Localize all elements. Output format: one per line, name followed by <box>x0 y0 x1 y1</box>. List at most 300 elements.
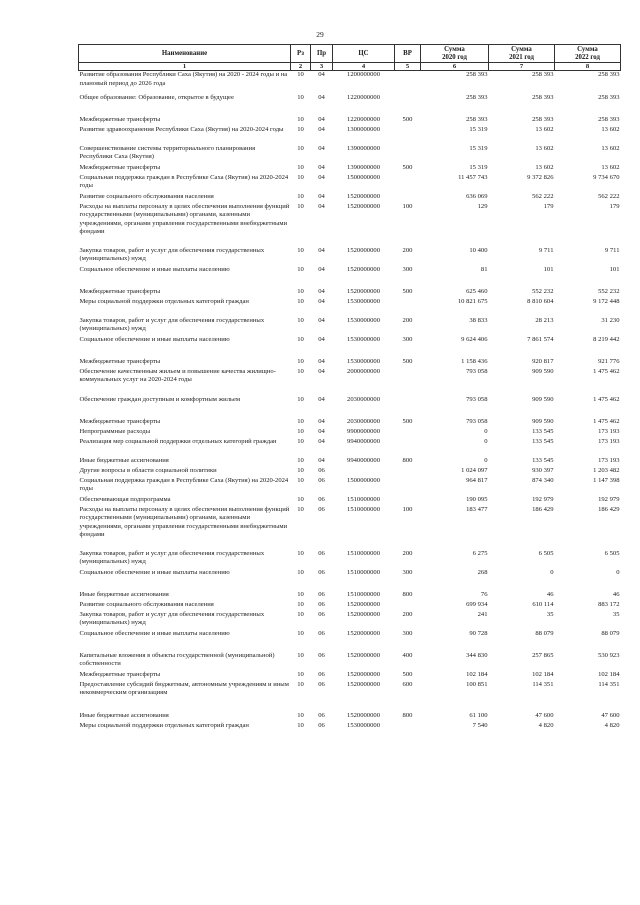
row-sum-2022: 186 429 <box>598 505 620 513</box>
row-rz: 10 <box>297 367 304 375</box>
row-sum-2021: 257 865 <box>532 651 554 659</box>
row-name: Закупка товаров, работ и услуг для обеспечения государственных (муниципальных) нужд <box>79 549 265 565</box>
row-sum-2021: 46 <box>546 590 554 598</box>
row-sum-2022: 1 475 462 <box>593 367 620 375</box>
row-name: Непрограммные расходы <box>79 427 151 435</box>
table-row <box>79 550 621 569</box>
row-rz: 10 <box>297 144 304 152</box>
row-sum-2022: 530 923 <box>598 651 620 659</box>
row-sum-2020: 61 100 <box>469 711 488 719</box>
row-pr: 04 <box>318 357 325 365</box>
table-row <box>79 298 621 317</box>
row-vr: 800 <box>402 590 413 598</box>
row-vr <box>395 396 421 418</box>
row-vr: 400 <box>402 651 413 659</box>
row-name: Предоставление субсидий бюджетным, автономным учреждениям и иным некоммерческим организациям <box>79 680 289 696</box>
row-sum-2020: 11 457 743 <box>458 173 488 181</box>
row-name: Социальное обеспечение и иные выплаты населению <box>79 629 230 637</box>
row-sum-2021: 930 397 <box>532 466 554 474</box>
row-sum-2020: 258 393 <box>466 93 488 101</box>
row-name: Межбюджетные трансферты <box>79 163 161 171</box>
row-cs: 2030000000 <box>347 417 380 425</box>
row-sum-2020: 129 <box>477 202 488 210</box>
row-vr: 200 <box>402 246 413 254</box>
row-sum-2022: 258 393 <box>598 115 620 123</box>
row-name: Закупка товаров, работ и услуг для обеспечения государственных (муниципальных) нужд <box>79 610 265 626</box>
row-sum-2021: 7 861 574 <box>527 335 554 343</box>
row-sum-2021: 28 213 <box>535 316 554 324</box>
row-name: Социальное обеспечение и иные выплаты населению <box>79 568 230 576</box>
row-pr: 04 <box>318 437 325 445</box>
row-sum-2020: 15 319 <box>469 125 488 133</box>
row-name: Социальное обеспечение и иные выплаты населению <box>79 265 230 273</box>
budget-table <box>78 44 621 741</box>
row-rz: 10 <box>297 417 304 425</box>
row-sum-2020: 10 400 <box>469 246 488 254</box>
row-sum-2021: 610 114 <box>532 600 554 608</box>
row-sum-2020: 793 058 <box>466 417 488 425</box>
header-vr: ВР <box>395 45 421 63</box>
row-sum-2022: 13 602 <box>601 163 620 171</box>
table-row <box>79 712 621 722</box>
row-sum-2021: 8 810 604 <box>527 297 554 305</box>
row-vr: 300 <box>402 568 413 576</box>
row-sum-2021: 258 393 <box>532 93 554 101</box>
row-name: Социальная поддержка граждан в Республике Саха (Якутия) на 2020-2024 годы <box>79 476 289 492</box>
table-row <box>79 418 621 428</box>
row-sum-2022: 258 393 <box>598 71 620 78</box>
row-sum-2020: 793 058 <box>466 395 488 403</box>
row-sum-2021: 4 820 <box>538 721 554 729</box>
row-rz: 10 <box>297 246 304 254</box>
row-pr: 04 <box>318 115 325 123</box>
row-cs: 1510000000 <box>347 590 380 598</box>
table-row <box>79 174 621 193</box>
header-pr: Пр <box>311 45 333 63</box>
row-sum-2021: 258 393 <box>532 71 554 78</box>
table-row <box>79 193 621 203</box>
row-name: Закупка товаров, работ и услуг для обеспечения государственных (муниципальных) нужд <box>79 316 265 332</box>
table-row <box>79 71 621 94</box>
row-sum-2021: 562 222 <box>532 192 554 200</box>
row-cs: 1510000000 <box>347 568 380 576</box>
header-sum-2022: Сумма 2022 год <box>555 45 621 63</box>
table-row <box>79 164 621 174</box>
table-row <box>79 438 621 457</box>
column-number-row <box>79 63 621 71</box>
row-vr <box>395 428 421 438</box>
row-sum-2020: 258 393 <box>466 115 488 123</box>
table-row <box>79 336 621 358</box>
row-name: Межбюджетные трансферты <box>79 417 161 425</box>
row-sum-2021: 874 340 <box>532 476 554 484</box>
row-pr: 06 <box>318 466 325 474</box>
row-sum-2020: 268 <box>477 568 488 576</box>
row-vr: 500 <box>402 163 413 171</box>
row-vr <box>395 193 421 203</box>
row-sum-2022: 88 079 <box>601 629 620 637</box>
row-pr: 04 <box>318 427 325 435</box>
row-rz: 10 <box>297 549 304 557</box>
table-body <box>79 71 621 741</box>
row-name: Межбюджетные трансферты <box>79 287 161 295</box>
row-pr: 06 <box>318 505 325 513</box>
row-vr: 800 <box>402 711 413 719</box>
table-row <box>79 591 621 601</box>
table-row <box>79 496 621 506</box>
row-pr: 04 <box>318 316 325 324</box>
column-number: 2 <box>291 63 311 71</box>
row-vr <box>395 477 421 496</box>
row-cs: 1520000000 <box>347 202 380 210</box>
row-vr <box>395 94 421 116</box>
row-name: Социальное обеспечение и иные выплаты населению <box>79 335 230 343</box>
row-sum-2020: 15 319 <box>469 144 488 152</box>
row-pr: 04 <box>318 163 325 171</box>
row-sum-2022: 883 172 <box>598 600 620 608</box>
row-name: Обеспечение граждан доступным и комфортным жильем <box>79 395 241 403</box>
row-vr: 200 <box>402 316 413 324</box>
row-rz: 10 <box>297 202 304 210</box>
row-sum-2021: 133 545 <box>532 427 554 435</box>
row-rz: 10 <box>297 125 304 133</box>
table-row <box>79 428 621 438</box>
table-row <box>79 630 621 652</box>
row-name: Обеспечение качественным жильем и повышение качества жилищно-коммунальных услуг на 2020-2024 годы <box>79 367 276 383</box>
row-sum-2020: 100 851 <box>466 680 488 688</box>
table-row <box>79 368 621 396</box>
row-cs: 1300000000 <box>347 125 380 133</box>
row-cs: 1500000000 <box>347 476 380 484</box>
row-rz: 10 <box>297 456 304 464</box>
row-sum-2021: 9 372 826 <box>527 173 554 181</box>
row-sum-2020: 964 817 <box>466 476 488 484</box>
row-name: Меры социальной поддержки отдельных категорий граждан <box>79 721 249 729</box>
row-sum-2022: 192 979 <box>598 495 620 503</box>
row-sum-2020: 636 069 <box>466 192 488 200</box>
row-sum-2022: 6 505 <box>604 549 620 557</box>
row-sum-2021: 179 <box>543 202 554 210</box>
row-rz: 10 <box>297 590 304 598</box>
table-row <box>79 247 621 266</box>
row-sum-2022: 9 734 670 <box>593 173 620 181</box>
row-cs: 1510000000 <box>347 549 380 557</box>
row-sum-2022: 1 203 482 <box>593 466 620 474</box>
row-pr: 04 <box>318 93 325 101</box>
row-vr <box>395 601 421 611</box>
row-vr: 300 <box>402 335 413 343</box>
row-name: Развитие образования Республики Саха (Якутия) на 2020 - 2024 годы и на плановый период до 2026 года <box>79 71 288 87</box>
table-header-row <box>79 45 621 63</box>
row-sum-2022: 173 193 <box>598 456 620 464</box>
row-sum-2021: 35 <box>546 610 554 618</box>
row-sum-2020: 0 <box>484 456 488 464</box>
row-pr: 04 <box>318 173 325 181</box>
row-pr: 04 <box>318 202 325 210</box>
row-rz: 10 <box>297 192 304 200</box>
row-pr: 04 <box>318 246 325 254</box>
row-sum-2020: 102 184 <box>466 670 488 678</box>
row-sum-2020: 0 <box>484 427 488 435</box>
row-rz: 10 <box>297 711 304 719</box>
row-cs: 9940000000 <box>347 437 380 445</box>
row-sum-2020: 10 821 675 <box>457 297 488 305</box>
row-pr: 04 <box>318 335 325 343</box>
row-cs: 1530000000 <box>347 297 380 305</box>
page-number: 29 <box>316 30 324 39</box>
row-sum-2020: 38 833 <box>469 316 488 324</box>
row-name: Иные бюджетные ассигнования <box>79 711 169 719</box>
row-name: Иные бюджетные ассигнования <box>79 456 169 464</box>
row-cs: 2030000000 <box>347 395 380 403</box>
row-cs: 1520000000 <box>347 629 380 637</box>
table-row <box>79 396 621 418</box>
row-pr: 06 <box>318 670 325 678</box>
row-rz: 10 <box>297 297 304 305</box>
row-sum-2021: 258 393 <box>532 115 554 123</box>
row-cs: 1510000000 <box>347 495 380 503</box>
row-cs: 1520000000 <box>347 265 380 273</box>
row-pr: 06 <box>318 549 325 557</box>
row-vr: 100 <box>402 202 413 210</box>
row-sum-2022: 258 393 <box>598 93 620 101</box>
table-row <box>79 358 621 368</box>
row-rz: 10 <box>297 395 304 403</box>
row-rz: 10 <box>297 335 304 343</box>
row-vr: 500 <box>402 115 413 123</box>
row-sum-2022: 13 602 <box>601 144 620 152</box>
row-rz: 10 <box>297 610 304 618</box>
row-pr: 06 <box>318 476 325 484</box>
row-rz: 10 <box>297 466 304 474</box>
row-sum-2022: 101 <box>609 265 620 273</box>
row-pr: 04 <box>318 125 325 133</box>
row-vr <box>395 174 421 193</box>
table-row <box>79 126 621 145</box>
row-sum-2022: 4 820 <box>604 721 620 729</box>
row-pr: 04 <box>318 297 325 305</box>
row-sum-2020: 1 024 097 <box>461 466 488 474</box>
row-pr: 04 <box>318 456 325 464</box>
row-name: Иные бюджетные ассигнования <box>79 590 169 598</box>
column-number: 4 <box>333 63 395 71</box>
row-rz: 10 <box>297 71 304 78</box>
row-name: Расходы на выплаты персоналу в целях обеспечения выполнения функций государственными (муниципальными) органами, казенными учреждениями, органами управления государственными внебюджетными фондами <box>79 505 290 538</box>
row-pr: 06 <box>318 711 325 719</box>
table-row <box>79 288 621 298</box>
row-pr: 06 <box>318 680 325 688</box>
row-sum-2020: 258 393 <box>466 71 488 78</box>
row-rz: 10 <box>297 163 304 171</box>
row-rz: 10 <box>297 357 304 365</box>
table-row <box>79 266 621 288</box>
row-vr: 800 <box>402 456 413 464</box>
row-sum-2021: 552 232 <box>532 287 554 295</box>
row-vr: 600 <box>402 680 413 688</box>
row-sum-2020: 7 540 <box>472 721 488 729</box>
row-vr <box>395 298 421 317</box>
row-rz: 10 <box>297 115 304 123</box>
row-name: Межбюджетные трансферты <box>79 357 161 365</box>
row-vr <box>395 467 421 477</box>
row-cs: 1520000000 <box>347 600 380 608</box>
row-cs: 9940000000 <box>347 456 380 464</box>
row-vr: 500 <box>402 357 413 365</box>
row-cs: 2000000000 <box>347 367 380 375</box>
row-sum-2022: 13 602 <box>601 125 620 133</box>
row-vr <box>395 126 421 145</box>
row-pr: 06 <box>318 495 325 503</box>
row-name: Обеспечивающая подпрограмма <box>79 495 171 503</box>
row-sum-2021: 88 079 <box>535 629 554 637</box>
row-rz: 10 <box>297 670 304 678</box>
row-pr: 04 <box>318 265 325 273</box>
row-cs: 1530000000 <box>347 335 380 343</box>
row-vr <box>395 438 421 457</box>
row-vr <box>395 368 421 396</box>
row-vr: 100 <box>402 505 413 513</box>
row-vr <box>395 145 421 164</box>
row-sum-2020: 6 275 <box>472 549 488 557</box>
row-sum-2021: 13 602 <box>535 163 554 171</box>
row-cs: 1510000000 <box>347 505 380 513</box>
table-row <box>79 116 621 126</box>
row-cs: 1500000000 <box>347 173 380 181</box>
table-row <box>79 477 621 496</box>
table-row <box>79 611 621 630</box>
row-rz: 10 <box>297 476 304 484</box>
row-sum-2020: 9 624 406 <box>461 335 488 343</box>
row-sum-2021: 0 <box>550 568 554 576</box>
header-sum-2021: Сумма 2021 год <box>489 45 555 63</box>
row-name: Межбюджетные трансферты <box>79 115 161 123</box>
row-name: Общее образование: Образование, открытое в будущее <box>79 93 234 101</box>
row-sum-2022: 1 475 462 <box>593 417 620 425</box>
row-sum-2022: 552 232 <box>598 287 620 295</box>
row-cs: 1520000000 <box>347 651 380 659</box>
row-sum-2020: 183 477 <box>466 505 488 513</box>
row-vr: 500 <box>402 417 413 425</box>
row-sum-2020: 241 <box>477 610 488 618</box>
row-rz: 10 <box>297 568 304 576</box>
row-rz: 10 <box>297 600 304 608</box>
row-sum-2020: 0 <box>484 437 488 445</box>
row-cs: 1530000000 <box>347 357 380 365</box>
row-sum-2021: 909 590 <box>532 367 554 375</box>
row-name: Расходы на выплаты персоналу в целях обеспечения выполнения функций государственными (муниципальными) органами, казенными учреждениями, органами управления государственными внебюджетными фондами <box>79 202 290 235</box>
row-cs <box>333 467 395 477</box>
row-pr: 06 <box>318 629 325 637</box>
row-pr: 04 <box>318 192 325 200</box>
row-pr: 04 <box>318 287 325 295</box>
column-number: 8 <box>555 63 621 71</box>
row-rz: 10 <box>297 651 304 659</box>
row-sum-2022: 46 <box>612 590 620 598</box>
row-sum-2022: 102 184 <box>598 670 620 678</box>
row-rz: 10 <box>297 316 304 324</box>
row-cs: 1530000000 <box>347 316 380 324</box>
row-cs: 1520000000 <box>347 680 380 688</box>
row-sum-2022: 9 172 448 <box>593 297 620 305</box>
row-sum-2020: 81 <box>480 265 488 273</box>
table-row <box>79 94 621 116</box>
row-rz: 10 <box>297 505 304 513</box>
row-sum-2021: 133 545 <box>532 437 554 445</box>
row-pr: 04 <box>318 417 325 425</box>
column-number: 7 <box>489 63 555 71</box>
row-rz: 10 <box>297 629 304 637</box>
row-cs: 1390000000 <box>347 163 380 171</box>
column-number: 3 <box>311 63 333 71</box>
row-vr: 200 <box>402 610 413 618</box>
row-cs: 1520000000 <box>347 287 380 295</box>
row-sum-2021: 114 351 <box>532 680 554 688</box>
row-sum-2022: 179 <box>609 202 620 210</box>
row-cs: 1520000000 <box>347 246 380 254</box>
row-sum-2022: 921 776 <box>598 357 620 365</box>
row-pr: 06 <box>318 600 325 608</box>
column-number: 5 <box>395 63 421 71</box>
row-sum-2020: 76 <box>480 590 488 598</box>
row-pr: 04 <box>318 395 325 403</box>
row-sum-2021: 13 602 <box>535 144 554 152</box>
row-sum-2020: 699 934 <box>466 600 488 608</box>
row-sum-2022: 0 <box>616 568 620 576</box>
row-cs: 1520000000 <box>347 670 380 678</box>
table-row <box>79 467 621 477</box>
header-cs: ЦС <box>333 45 395 63</box>
table-row <box>79 569 621 591</box>
row-sum-2022: 562 222 <box>598 192 620 200</box>
row-sum-2022: 114 351 <box>598 680 620 688</box>
row-cs: 9900000000 <box>347 427 380 435</box>
row-sum-2022: 1 475 462 <box>593 395 620 403</box>
row-sum-2022: 35 <box>612 610 620 618</box>
row-sum-2022: 31 230 <box>601 316 620 324</box>
row-vr: 300 <box>402 265 413 273</box>
table-row <box>79 722 621 741</box>
row-sum-2021: 909 590 <box>532 395 554 403</box>
row-sum-2022: 173 193 <box>598 427 620 435</box>
row-sum-2021: 101 <box>543 265 554 273</box>
row-cs: 1390000000 <box>347 144 380 152</box>
row-cs: 1530000000 <box>347 721 380 729</box>
table-row <box>79 145 621 164</box>
row-sum-2021: 6 505 <box>538 549 554 557</box>
row-vr: 200 <box>402 549 413 557</box>
table-row <box>79 671 621 681</box>
header-sum-2020: Сумма 2020 год <box>421 45 489 63</box>
row-vr <box>395 722 421 741</box>
row-sum-2022: 9 711 <box>604 246 620 254</box>
row-pr: 06 <box>318 568 325 576</box>
row-sum-2021: 47 600 <box>535 711 554 719</box>
row-cs: 1520000000 <box>347 192 380 200</box>
row-name: Другие вопросы в области социальной политики <box>79 466 217 474</box>
table-row <box>79 457 621 467</box>
row-sum-2021: 909 590 <box>532 417 554 425</box>
table-row <box>79 601 621 611</box>
row-name: Капитальные вложения в объекты государственной (муниципальной) собственности <box>79 651 275 667</box>
row-sum-2021: 192 979 <box>532 495 554 503</box>
row-cs: 1520000000 <box>347 711 380 719</box>
row-rz: 10 <box>297 680 304 688</box>
row-sum-2021: 102 184 <box>532 670 554 678</box>
row-vr <box>395 496 421 506</box>
row-pr: 04 <box>318 71 325 78</box>
row-name: Меры социальной поддержки отдельных категорий граждан <box>79 297 249 305</box>
column-number: 1 <box>79 63 291 71</box>
